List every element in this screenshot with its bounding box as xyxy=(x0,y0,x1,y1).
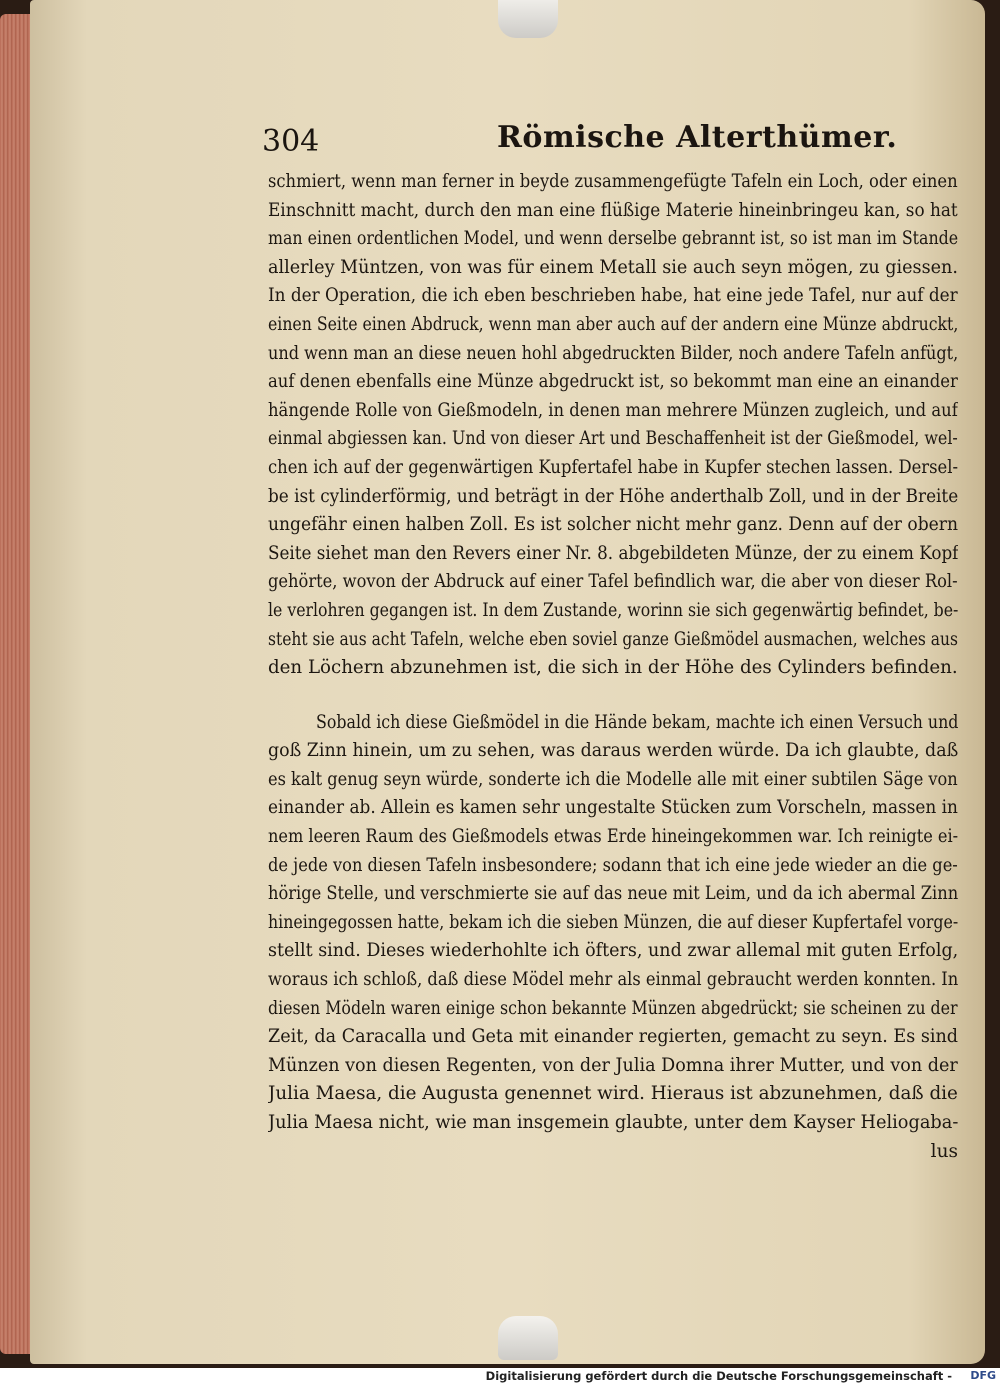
text-line: es kalt genug seyn würde, sonderte ich die Modelle alle mit einer subtilen Säge von xyxy=(268,768,958,790)
text-line: le verlohren gegangen ist. In dem Zustande, worinn sie sich gegenwärtig befindet, be- xyxy=(268,599,958,621)
dfg-logo-icon: DFG xyxy=(970,1369,996,1382)
text-line: gehörte, wovon der Abdruck auf einer Tafel befindlich war, die aber von dieser Rol- xyxy=(268,571,958,593)
text-line: be ist cylinderförmig, und beträgt in der Höhe anderthalb Zoll, und in der Breite xyxy=(268,485,958,507)
page-clip-top xyxy=(498,0,558,38)
page-header xyxy=(262,118,962,162)
paragraph-1 xyxy=(268,168,958,683)
text-line: einen Seite einen Abdruck, wenn man aber auch auf der andern eine Münze abdruckt, xyxy=(268,313,958,335)
text-line: Seite siehet man den Revers einer Nr. 8. abgebildeten Münze, der zu einem Kopf xyxy=(268,542,958,564)
text-line: einmal abgiessen kan. Und von dieser Art und Beschaffenheit ist der Gießmodel, wel- xyxy=(268,428,958,450)
digitization-footer xyxy=(0,1368,1000,1387)
catchword: lus xyxy=(930,1140,958,1162)
text-line: Münzen von diesen Regenten, von der Julia Domna ihrer Mutter, und von der xyxy=(268,1054,958,1076)
text-line: diesen Mödeln waren einige schon bekannte Münzen abgedrückt; sie scheinen zu der xyxy=(268,997,958,1019)
text-line: einander ab. Allein es kamen sehr ungestalte Stücken zum Vorscheln, massen in xyxy=(268,797,958,819)
text-line: steht sie aus acht Tafeln, welche eben soviel ganze Gießmödel ausmachen, welches aus xyxy=(268,628,958,650)
running-head: Römische Alterthümer. xyxy=(497,120,898,155)
text-line: hineingegossen hatte, bekam ich die sieben Münzen, die auf dieser Kupfertafel vorge- xyxy=(268,911,958,933)
text-line: chen ich auf der gegenwärtigen Kupfertafel habe in Kupfer stechen lassen. Dersel- xyxy=(268,456,958,478)
text-line: woraus ich schloß, daß diese Mödel mehr als einmal gebraucht werden konnten. In xyxy=(268,969,958,991)
text-line: stellt sind. Dieses wiederhohlte ich öfters, und zwar allemal mit guten Erfolg, xyxy=(268,940,958,962)
text-line: ungefähr einen halben Zoll. Es ist solcher nicht mehr ganz. Denn auf der obern xyxy=(268,514,958,536)
text-line: Sobald ich diese Gießmödel in die Hände bekam, machte ich einen Versuch und xyxy=(316,711,958,733)
text-line: de jede von diesen Tafeln insbesondere; sodann that ich eine jede wieder an die ge- xyxy=(268,854,958,876)
page-clip-bottom xyxy=(498,1316,558,1360)
text-line: Julia Maesa, die Augusta genennet wird. Hieraus ist abzunehmen, daß die xyxy=(268,1083,958,1105)
body-text xyxy=(268,168,958,1166)
text-line: auf denen ebenfalls eine Münze abgedruckt ist, so bekommt man eine an einander xyxy=(268,371,958,393)
text-line: allerley Müntzen, von was für einem Metall sie auch seyn mögen, zu giessen. xyxy=(268,256,958,278)
text-line: In der Operation, die ich eben beschrieben habe, hat eine jede Tafel, nur auf der xyxy=(268,285,958,307)
paragraph-spacer xyxy=(268,683,958,709)
text-line: Zeit, da Caracalla und Geta mit einander regierten, gemacht zu seyn. Es sind xyxy=(268,1026,958,1048)
text-line: Julia Maesa nicht, wie man insgemein glaubte, unter dem Kayser Heliogaba- xyxy=(268,1112,958,1133)
text-line: und wenn man an diese neuen hohl abgedruckten Bilder, noch andere Tafeln anfügt, xyxy=(268,342,958,364)
text-line: den Löchern abzunehmen ist, die sich in der Höhe des Cylinders befinden. xyxy=(268,657,958,679)
text-line: nem leeren Raum des Gießmodels etwas Erde hineingekommen war. Ich reinigte ei- xyxy=(268,826,958,848)
text-line: man einen ordentlichen Model, und wenn derselbe gebrannt ist, so ist man im Stande xyxy=(268,228,958,250)
text-line: hörige Stelle, und verschmierte sie auf das neue mit Leim, und da ich abermal Zinn xyxy=(268,883,958,905)
funding-credit: Digitalisierung gefördert durch die Deutsche Forschungsgemeinschaft - xyxy=(485,1369,952,1383)
text-line: schmiert, wenn man ferner in beyde zusammengefügte Tafeln ein Loch, oder einen xyxy=(268,171,958,192)
text-line: hängende Rolle von Gießmodeln, in denen man mehrere Münzen zugleich, und auf xyxy=(268,399,958,421)
paragraph-2 xyxy=(268,709,958,1167)
text-line: Einschnitt macht, durch den man eine flüßige Materie hineinbringeu kan, so hat xyxy=(268,199,958,221)
book-page-edges xyxy=(0,14,34,1354)
text-line: goß Zinn hinein, um zu sehen, was daraus werden würde. Da ich glaubte, daß xyxy=(268,740,958,762)
page-number: 304 xyxy=(262,124,320,159)
